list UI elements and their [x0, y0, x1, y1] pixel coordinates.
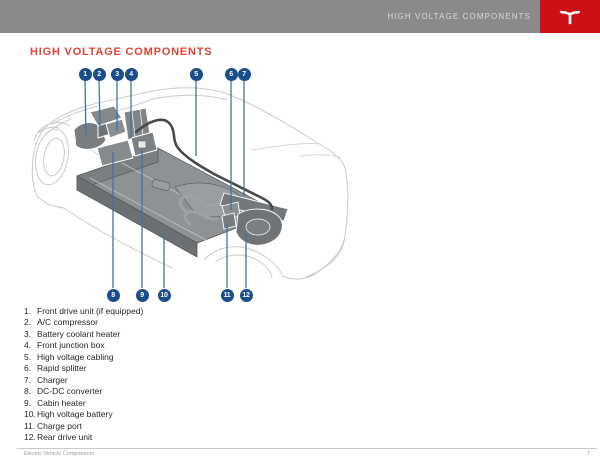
list-item: 5. High voltage cabling [24, 351, 114, 362]
callout-9: 9 [136, 289, 149, 302]
component-legend [24, 306, 344, 443]
callout-4: 4 [125, 68, 138, 81]
charge-port-shape [222, 213, 236, 229]
list-item: 2. A/C compressor [24, 317, 98, 328]
footer-section-label: Electric Vehicle Components [24, 451, 95, 457]
list-item: 11. Charge port [24, 420, 82, 431]
list-item: 12. Rear drive unit [24, 431, 93, 442]
list-item: 10. High voltage battery [24, 409, 113, 420]
page-title: HIGH VOLTAGE COMPONENTS [30, 46, 213, 58]
header-title: HIGH VOLTAGE COMPONENTS [387, 12, 531, 21]
list-item: 3. Battery coolant heater [24, 328, 121, 339]
callout-7: 7 [238, 68, 251, 81]
callout-12: 12 [240, 289, 253, 302]
callout-6: 6 [225, 68, 238, 81]
callout-3: 3 [111, 68, 124, 81]
list-item: 7. Charger [24, 374, 68, 385]
list-item: 6. Rapid splitter [24, 363, 87, 374]
callout-10: 10 [158, 289, 171, 302]
callout-8: 8 [107, 289, 120, 302]
callout-2: 2 [93, 68, 106, 81]
footer-page-number: 7 [586, 451, 590, 457]
callout-1: 1 [79, 68, 92, 81]
footer-divider [17, 448, 597, 449]
list-item: 4. Front junction box [24, 340, 105, 351]
list-item: 9. Cabin heater [24, 397, 86, 408]
callout-5: 5 [190, 68, 203, 81]
list-item: 1. Front drive unit (if equipped) [24, 306, 144, 316]
callout-11: 11 [221, 289, 234, 302]
list-item: 8. DC-DC converter [24, 386, 103, 397]
